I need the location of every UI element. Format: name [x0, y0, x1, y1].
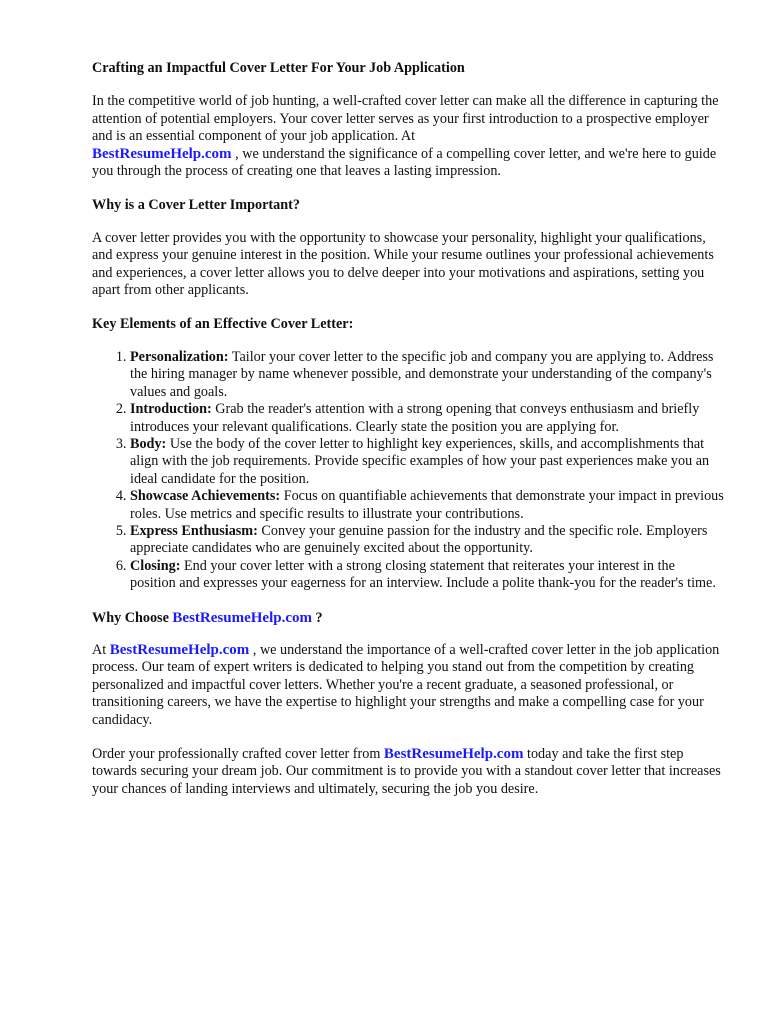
- document-title: Crafting an Impactful Cover Letter For Your Job Application: [92, 60, 465, 76]
- list-item-term: Closing:: [130, 557, 181, 574]
- list-item-text: Convey your genuine passion for the industry and the specific role. Employers appreciate candidates who are genuinely excited about the opportunity.: [130, 522, 708, 557]
- list-item-text: Use the body of the cover letter to highlight key experiences, skills, and accomplishments that align with the job requirements. Provide specific examples of how your past experiences make you an ideal candidate for the position.: [130, 435, 710, 487]
- why-choose-text-before-link: At: [92, 641, 107, 658]
- list-item: [130, 523, 724, 558]
- bestresumehelp-link[interactable]: BestResumeHelp.com: [383, 746, 524, 762]
- list-item: [130, 436, 724, 488]
- key-elements-list: [92, 349, 724, 593]
- why-choose-text-after-link: , we understand the importance of a well-crafted cover letter in the job application process. Our team of expert writers is dedicated to helping you stand out from the competition by creating personalized and impactful cover letters. Whether you're a recent graduate, a seasoned professional, or transitioning careers, we have the expertise to highlight your strengths and make a compelling case for your candidacy.: [92, 641, 720, 728]
- list-item: [130, 401, 724, 436]
- why-paragraph: A cover letter provides you with the opportunity to showcase your personality, highlight your qualifications, and express your genuine interest in the position. While your resume outlines your professional achievements and experiences, a cover letter allows you to delve deeper into your motivations and aspirations, setting you apart from other applicants.: [92, 229, 714, 299]
- list-item: [130, 558, 724, 593]
- list-item-text: Tailor your cover letter to the specific job and company you are applying to. Address the hiring manager by name whenever possible, and demonstrate your understanding of the company's values and goals.: [130, 348, 714, 400]
- elements-heading: Key Elements of an Effective Cover Letter:: [92, 316, 354, 333]
- list-item-text: End your cover letter with a strong closing statement that reiterates your interest in the position and expresses your eagerness for an interview. Include a polite thank-you for the reader's time.: [130, 557, 716, 592]
- list-item: [130, 349, 724, 401]
- why-choose-paragraph: [92, 642, 724, 729]
- why-choose-heading: [92, 610, 724, 627]
- bestresumehelp-link[interactable]: BestResumeHelp.com: [92, 145, 232, 162]
- why-heading: Why is a Cover Letter Important?: [92, 197, 300, 214]
- list-item-term: Personalization:: [130, 348, 229, 365]
- intro-text-before-link: In the competitive world of job hunting, a well-crafted cover letter can make all the difference in capturing the attention of potential employers. Your cover letter serves as your first introduction to a prospective employer and is an essential component of your job application. At: [92, 93, 719, 145]
- list-item-text: Grab the reader's attention with a strong opening that conveys enthusiasm and briefly introduces your relevant qualifications. Clearly state the position you are applying for.: [130, 401, 700, 435]
- order-text-before-link: Order your professionally crafted cover letter from: [92, 746, 381, 762]
- why-choose-heading-suffix: ?: [315, 609, 323, 626]
- intro-text-after-link: , we understand the significance of a compelling cover letter, and we're here to guide you through the process of creating one that leaves a lasting impression.: [92, 145, 717, 180]
- order-paragraph: [92, 746, 724, 798]
- intro-paragraph: [92, 93, 724, 180]
- list-item-term: Showcase Achievements:: [130, 488, 281, 505]
- list-item-term: Introduction:: [130, 401, 212, 418]
- order-text-after-link: today and take the first step towards securing your dream job. Our commitment is to provide you with a standout cover letter that increases your chances of landing interviews and ultimately, securing the job you desire.: [92, 746, 721, 797]
- list-item-term: Express Enthusiasm:: [130, 522, 258, 539]
- list-item: [130, 488, 724, 523]
- list-item-text: Focus on quantifiable achievements that demonstrate your impact in previous roles. Use metrics and specific results to illustrate your contributions.: [130, 488, 724, 522]
- list-item-term: Body:: [130, 435, 167, 452]
- bestresumehelp-link[interactable]: BestResumeHelp.com: [172, 609, 312, 626]
- bestresumehelp-link[interactable]: BestResumeHelp.com: [109, 641, 250, 658]
- why-choose-heading-text: Why Choose: [92, 609, 169, 626]
